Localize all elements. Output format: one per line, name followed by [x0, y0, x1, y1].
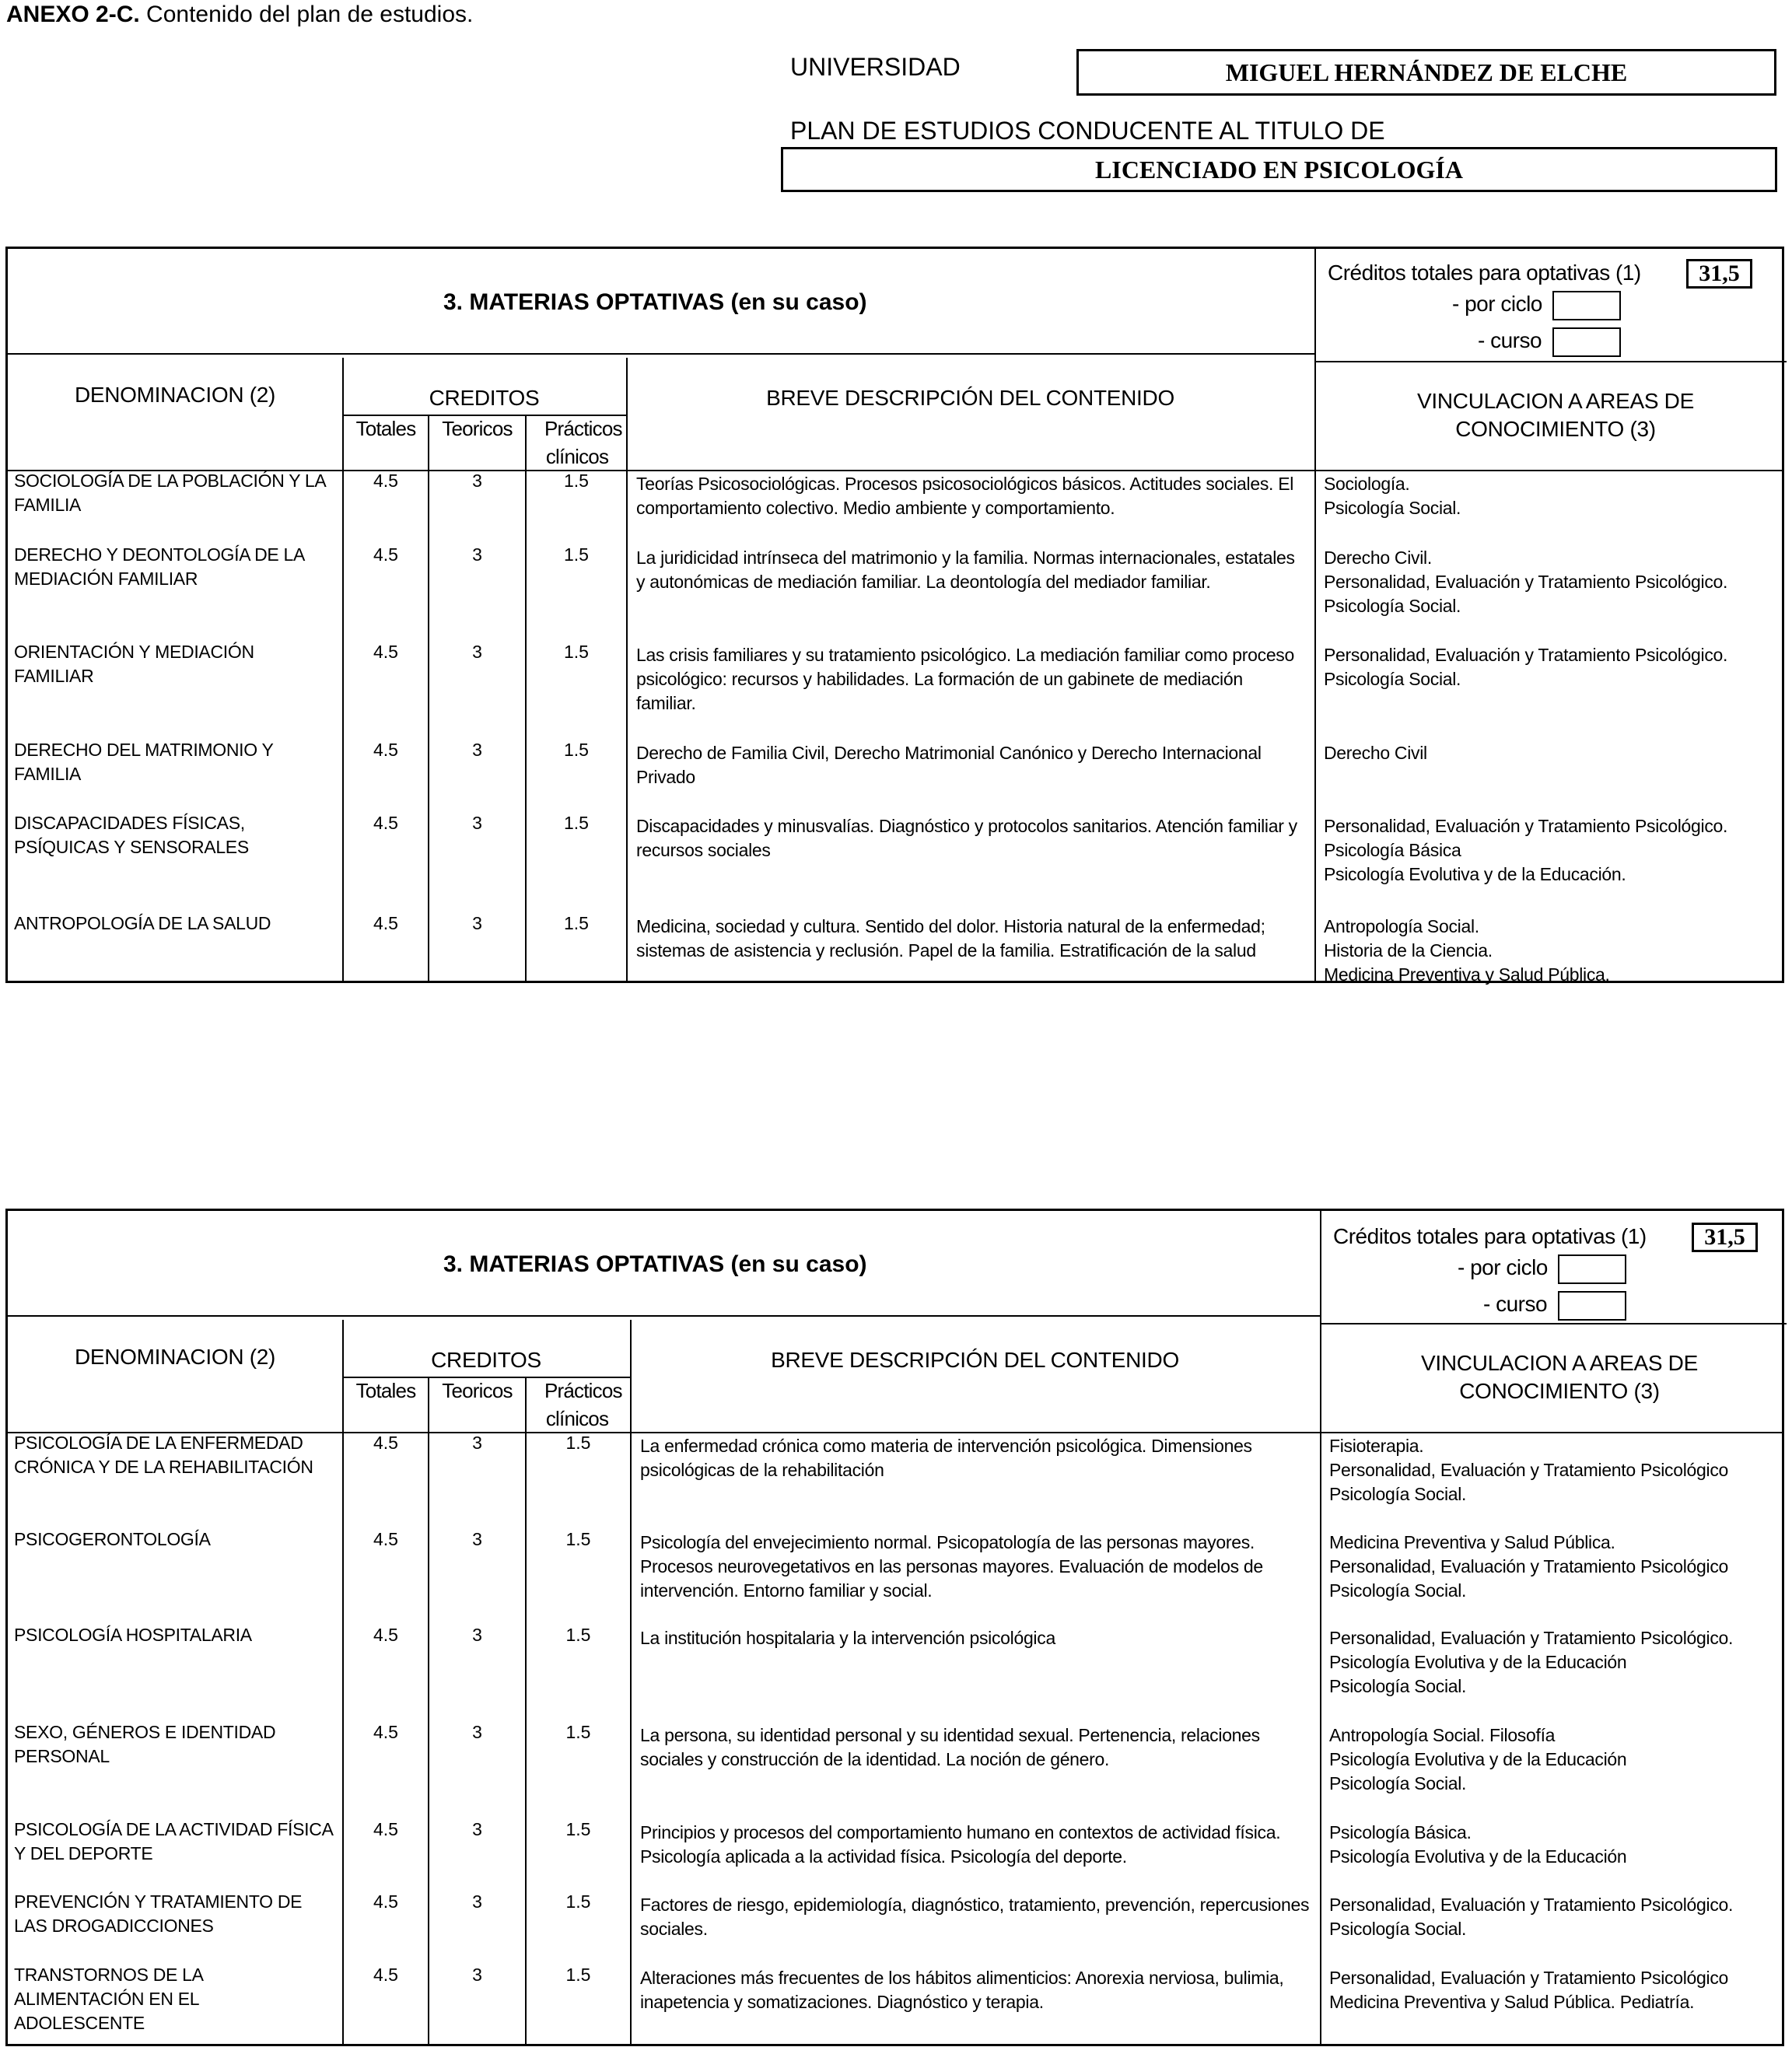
row-practicos: 1.5 [565, 1891, 591, 1912]
curso-field[interactable] [1552, 327, 1621, 357]
row-totales: 4.5 [373, 642, 398, 662]
header-practicos: Prácticos clínicos [544, 1379, 622, 1430]
header-denominacion: DENOMINACION (2) [74, 383, 276, 407]
row-practicos: 1.5 [565, 1819, 591, 1839]
row-teoricos: 3 [472, 544, 482, 565]
row-descripcion: Discapacidades y minusvalías. Diagnóstico y protocolos sanitarios. Atención familiar y recursos sociales [636, 816, 1297, 860]
row-totales: 4.5 [373, 1891, 398, 1912]
row-denominacion: PSICOLOGÍA DE LA ENFERMEDAD CRÓNICA Y DE LA REHABILITACIÓN [14, 1433, 313, 1477]
header-totales: Totales [355, 417, 416, 440]
row-denominacion: PSICOLOGÍA HOSPITALARIA [14, 1625, 252, 1645]
row-totales: 4.5 [373, 1965, 398, 1985]
header-denominacion: DENOMINACION (2) [74, 1345, 276, 1369]
row-teoricos: 3 [472, 813, 482, 833]
row-areas: Derecho Civil. Personalidad, Evaluación y Tratamiento Psicológico. Psicología Social. [1324, 548, 1728, 616]
degree-name: LICENCIADO EN PSICOLOGÍA [781, 147, 1777, 192]
row-denominacion: SOCIOLOGÍA DE LA POBLACIÓN Y LA FAMILIA [14, 471, 326, 515]
row-practicos: 1.5 [564, 813, 589, 833]
credits-label: Créditos totales para optativas (1) [1333, 1224, 1647, 1248]
row-descripcion: Medicina, sociedad y cultura. Sentido del dolor. Historia natural de la enfermedad; sistemas de asistencia y reclusión. Papel de la familia. Estratificación de la salud [636, 916, 1265, 961]
plan-label: PLAN DE ESTUDIOS CONDUCENTE AL TITULO DE [790, 117, 1385, 145]
row-descripcion: Principios y procesos del comportamiento humano en contextos de actividad física. Psicología aplicada a la actividad física. Psicología del deporte. [640, 1822, 1281, 1867]
row-totales: 4.5 [373, 913, 398, 933]
row-areas: Personalidad, Evaluación y Tratamiento Psicológico. Psicología Evolutiva y de la Educación Psicología Social. [1329, 1628, 1734, 1696]
row-descripcion: Teorías Psicosociológicas. Procesos psicosociológicos básicos. Actitudes sociales. El comportamiento colectivo. Medio ambiente y comportamiento. [636, 474, 1294, 518]
row-teoricos: 3 [472, 740, 482, 760]
row-areas: Personalidad, Evaluación y Tratamiento Psicológico. Psicología Social. [1329, 1895, 1734, 1939]
row-practicos: 1.5 [564, 471, 589, 491]
curso-field[interactable] [1558, 1291, 1626, 1321]
row-totales: 4.5 [373, 813, 398, 833]
university-name: MIGUEL HERNÁNDEZ DE ELCHE [1076, 49, 1776, 96]
row-teoricos: 3 [472, 1625, 482, 1645]
header-creditos: CREDITOS [429, 386, 540, 410]
row-teoricos: 3 [472, 1891, 482, 1912]
row-totales: 4.5 [373, 1819, 398, 1839]
row-denominacion: ANTROPOLOGÍA DE LA SALUD [14, 913, 271, 933]
row-denominacion: DERECHO DEL MATRIMONIO Y FAMILIA [14, 740, 274, 784]
row-denominacion: TRANSTORNOS DE LA ALIMENTACIÓN EN EL ADOLESCENTE [14, 1965, 203, 2033]
row-denominacion: PSICOLOGÍA DE LA ACTIVIDAD FÍSICA Y DEL DEPORTE [14, 1819, 333, 1863]
por-ciclo-label: - por ciclo [1458, 1255, 1548, 1279]
row-practicos: 1.5 [564, 544, 589, 565]
header-vinculacion: VINCULACION A AREAS DE CONOCIMIENTO (3) [1417, 389, 1694, 441]
row-teoricos: 3 [472, 913, 482, 933]
row-totales: 4.5 [373, 1722, 398, 1742]
row-areas: Medicina Preventiva y Salud Pública. Personalidad, Evaluación y Tratamiento Psicológico Psicología Social. [1329, 1532, 1729, 1601]
row-areas: Antropología Social. Historia de la Ciencia. Medicina Preventiva y Salud Pública. [1324, 916, 1610, 985]
university-label: UNIVERSIDAD [790, 53, 961, 81]
row-areas: Psicología Básica. Psicología Evolutiva y de la Educación [1329, 1822, 1627, 1867]
row-teoricos: 3 [472, 1529, 482, 1549]
row-denominacion: DERECHO Y DEONTOLOGÍA DE LA MEDIACIÓN FAMILIAR [14, 544, 304, 589]
curso-label: - curso [1483, 1292, 1548, 1316]
row-teoricos: 3 [472, 471, 482, 491]
row-descripcion: La institución hospitalaria y la intervención psicológica [640, 1628, 1055, 1648]
row-denominacion: ORIENTACIÓN Y MEDIACIÓN FAMILIAR [14, 642, 254, 686]
row-practicos: 1.5 [565, 1965, 591, 1985]
por-ciclo-field[interactable] [1558, 1254, 1626, 1284]
header-totales: Totales [355, 1379, 416, 1402]
annex-heading [6, 0, 473, 30]
row-totales: 4.5 [373, 1529, 398, 1549]
row-teoricos: 3 [472, 1819, 482, 1839]
row-areas: Personalidad, Evaluación y Tratamiento Psicológico Medicina Preventiva y Salud Pública. Pediatría. [1329, 1968, 1729, 2012]
row-practicos: 1.5 [565, 1529, 591, 1549]
header-creditos: CREDITOS [431, 1348, 541, 1372]
row-denominacion: SEXO, GÉNEROS E IDENTIDAD PERSONAL [14, 1722, 276, 1766]
row-practicos: 1.5 [565, 1625, 591, 1645]
row-totales: 4.5 [373, 1625, 398, 1645]
por-ciclo-label: - por ciclo [1452, 292, 1542, 316]
row-practicos: 1.5 [564, 642, 589, 662]
section-title: 3. MATERIAS OPTATIVAS (en su caso) [443, 289, 867, 315]
header-descripcion: BREVE DESCRIPCIÓN DEL CONTENIDO [766, 386, 1174, 410]
row-areas: Antropología Social. Filosofía Psicología Evolutiva y de la Educación Psicología Social. [1329, 1725, 1627, 1793]
optativas-table-2 [5, 1209, 1784, 2046]
row-denominacion: PSICOGERONTOLOGÍA [14, 1529, 211, 1549]
row-denominacion: DISCAPACIDADES FÍSICAS, PSÍQUICAS Y SENSORALES [14, 813, 249, 857]
row-denominacion: PREVENCIÓN Y TRATAMIENTO DE LAS DROGADICCIONES [14, 1891, 303, 1936]
row-teoricos: 3 [472, 1965, 482, 1985]
row-descripcion: Factores de riesgo, epidemiología, diagnóstico, tratamiento, prevención, repercusiones sociales. [640, 1895, 1310, 1939]
row-teoricos: 3 [472, 1433, 482, 1453]
row-descripcion: Psicología del envejecimiento normal. Psicopatología de las personas mayores. Procesos neurovegetativos en las personas mayores. Evaluación de modelos de intervención. Entorno familiar y social. [640, 1532, 1263, 1601]
header-practicos: Prácticos clínicos [544, 417, 622, 468]
row-totales: 4.5 [373, 1433, 398, 1453]
row-teoricos: 3 [472, 642, 482, 662]
row-practicos: 1.5 [564, 740, 589, 760]
row-totales: 4.5 [373, 740, 398, 760]
header-vinculacion: VINCULACION A AREAS DE CONOCIMIENTO (3) [1421, 1351, 1698, 1403]
section-title: 3. MATERIAS OPTATIVAS (en su caso) [443, 1251, 867, 1277]
row-descripcion: La enfermedad crónica como materia de intervención psicológica. Dimensiones psicológicas de la rehabilitación [640, 1436, 1252, 1480]
header-teoricos: Teoricos [442, 1379, 513, 1402]
row-descripcion: Alteraciones más frecuentes de los hábitos alimenticios: Anorexia nerviosa, bulimia, inapetencia y somatizaciones. Diagnóstico y terapia. [640, 1968, 1284, 2012]
header-teoricos: Teoricos [442, 417, 513, 440]
header-descripcion: BREVE DESCRIPCIÓN DEL CONTENIDO [771, 1348, 1179, 1372]
row-descripcion: Las crisis familiares y su tratamiento psicológico. La mediación familiar como proceso psicológico: recursos y habilidades. La formación de un gabinete de mediación familiar. [636, 645, 1294, 713]
annex-label: ANEXO 2-C. [6, 2, 140, 27]
row-descripcion: La juridicidad intrínseca del matrimonio y la familia. Normas internacionales, estatales y autonómicas de mediación familiar. La deontología del mediador familiar. [636, 548, 1295, 592]
row-areas: Sociología. Psicología Social. [1324, 474, 1461, 518]
row-descripcion: Derecho de Familia Civil, Derecho Matrimonial Canónico y Derecho Internacional Privado [636, 743, 1262, 787]
credits-total: 31,5 [1692, 1223, 1758, 1252]
row-areas: Personalidad, Evaluación y Tratamiento Psicológico. Psicología Social. [1324, 645, 1728, 689]
row-teoricos: 3 [472, 1722, 482, 1742]
row-areas: Personalidad, Evaluación y Tratamiento Psicológico. Psicología Básica Psicología Evolutiva y de la Educación. [1324, 816, 1728, 884]
row-areas: Derecho Civil [1324, 743, 1427, 763]
row-practicos: 1.5 [565, 1433, 591, 1453]
row-areas: Fisioterapia. Personalidad, Evaluación y Tratamiento Psicológico Psicología Social. [1329, 1436, 1729, 1504]
por-ciclo-field[interactable] [1552, 291, 1621, 320]
row-practicos: 1.5 [564, 913, 589, 933]
credits-label: Créditos totales para optativas (1) [1328, 261, 1641, 285]
credits-total: 31,5 [1686, 259, 1752, 289]
annex-text: Contenido del plan de estudios. [139, 2, 474, 27]
row-totales: 4.5 [373, 544, 398, 565]
row-practicos: 1.5 [565, 1722, 591, 1742]
row-totales: 4.5 [373, 471, 398, 491]
row-descripcion: La persona, su identidad personal y su identidad sexual. Pertenencia, relaciones sociales y construcción de la identidad. La noción de género. [640, 1725, 1260, 1769]
optativas-table-1 [5, 247, 1784, 983]
curso-label: - curso [1478, 328, 1542, 352]
